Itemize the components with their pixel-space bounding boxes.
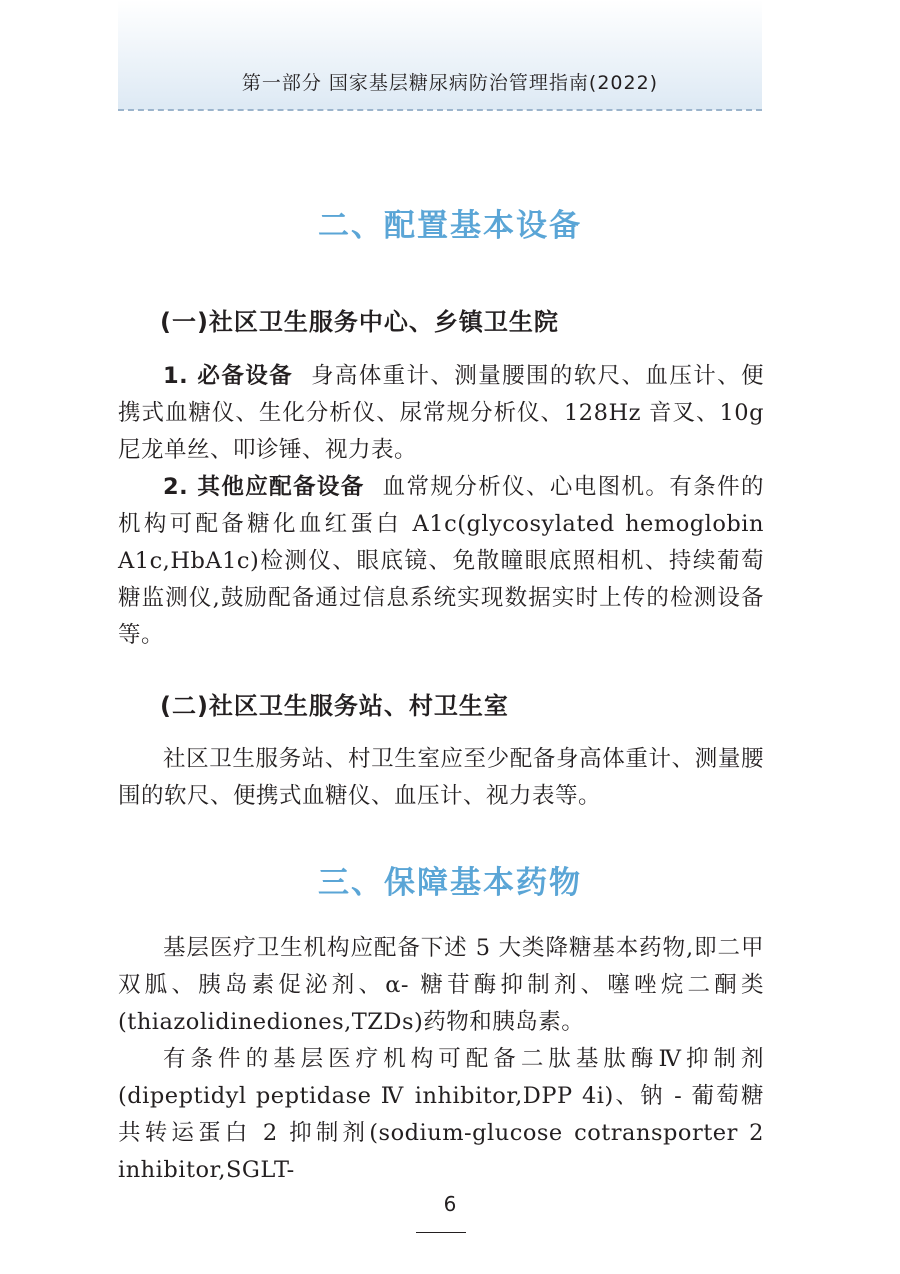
subsection-title-community-station: (二)社区卫生服务站、村卫生室: [160, 692, 509, 720]
item-text-other-equipment: 血常规分析仪、心电图机。有条件的机构可配备糖化血红蛋白 A1c(glycosylated hemoglobin A1c,HbA1c)检测仪、眼底镜、免散瞳眼底照相机、持续葡萄糖监测仪,鼓励配备通过信息系统实现数据实时上传的检测设备等。: [118, 474, 764, 648]
item-text-required-equipment: 身高体重计、测量腰围的软尺、血压计、便携式血糖仪、生化分析仪、尿常规分析仪、128Hz 音叉、10g 尼龙单丝、叩诊锤、视力表。: [118, 363, 764, 463]
subsection-title-community-center: (一)社区卫生服务中心、乡镇卫生院: [160, 308, 559, 336]
paragraph-optional-medicines: 有条件的基层医疗机构可配备二肽基肽酶Ⅳ抑制剂(dipeptidyl peptidase Ⅳ inhibitor,DPP 4i)、钠 - 葡萄糖共转运蛋白 2 抑制剂(sodium-glucose cotransporter 2 inhibitor,SGLT-: [118, 1046, 764, 1183]
section-title-equipment: 二、配置基本设备: [318, 208, 582, 244]
paragraph-other-equipment: [118, 469, 764, 654]
paragraph-required-equipment: [118, 358, 764, 469]
header-divider: [118, 109, 762, 111]
paragraph-station-equipment: 社区卫生服务站、村卫生室应至少配备身高体重计、测量腰围的软尺、便携式血糖仪、血压计、视力表等。: [118, 746, 764, 809]
footer-divider: [416, 1232, 466, 1233]
item-lead-other-equipment: 2. 其他应配备设备: [163, 474, 365, 500]
item-lead-required-equipment: 1. 必备设备: [163, 363, 293, 389]
running-header: 第一部分 国家基层糖尿病防治管理指南(2022): [241, 72, 659, 94]
paragraph-basic-medicines: 基层医疗卫生机构应配备下述 5 大类降糖基本药物,即二甲双胍、胰岛素促泌剂、α- 糖苷酶抑制剂、噻唑烷二酮类(thiazolidinediones,TZDs)药物和胰岛素。: [118, 935, 764, 1035]
page-number: 6: [443, 1192, 457, 1216]
section-title-medicines: 三、保障基本药物: [318, 865, 582, 901]
